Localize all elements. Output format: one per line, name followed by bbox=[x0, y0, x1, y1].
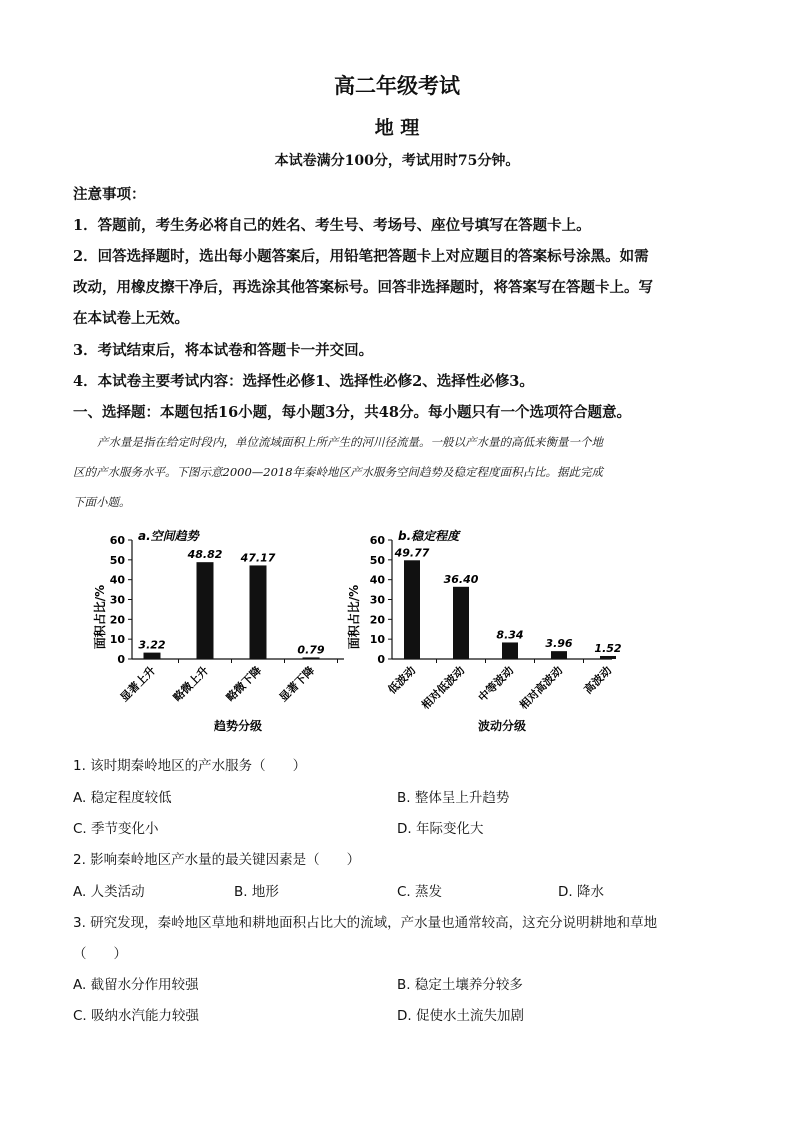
option-d[interactable]: D. 年际变化大 bbox=[397, 821, 484, 837]
notice-item: 3．考试结束后，将本试卷和答题卡一并交回。 bbox=[73, 342, 374, 359]
data-label: 49.77 bbox=[394, 546, 430, 560]
y-tick-label: 40 bbox=[109, 573, 125, 587]
data-label: 47.17 bbox=[240, 551, 276, 565]
category-label: 相对高波动 bbox=[517, 663, 566, 713]
chart-stability bbox=[340, 520, 630, 742]
data-label: 3.96 bbox=[545, 637, 573, 651]
category-label: 略微下降 bbox=[223, 663, 265, 705]
option-c[interactable]: C. 季节变化小 bbox=[73, 821, 159, 837]
bar bbox=[250, 565, 267, 659]
x-axis-label: 波动分级 bbox=[477, 719, 527, 733]
chart-spatial-trend bbox=[80, 520, 360, 742]
option-b[interactable]: B. 整体呈上升趋势 bbox=[397, 790, 510, 806]
y-tick-label: 10 bbox=[369, 633, 385, 647]
y-tick-label: 20 bbox=[109, 613, 125, 627]
notice-heading: 注意事项： bbox=[73, 186, 146, 203]
exam-info: 本试卷满分100分，考试用时75分钟。 bbox=[274, 153, 520, 169]
notice-item: 1．答题前，考生务必将自己的姓名、考生号、考场号、座位号填写在答题卡上。 bbox=[73, 217, 591, 234]
intro-text: 产水量是指在给定时段内，单位流域面积上所产生的河川径流量。一般以产水量的高低来衡量一个地 bbox=[97, 435, 603, 449]
bar bbox=[144, 653, 161, 659]
y-tick-label: 30 bbox=[369, 593, 385, 607]
question-stem-continued: （ ） bbox=[73, 946, 127, 962]
data-label: 1.52 bbox=[594, 641, 622, 655]
category-label: 中等波动 bbox=[475, 663, 517, 705]
notice-item: 改动，用橡皮擦干净后，再选涂其他答案标号。回答非选择题时，将答案写在答题卡上。写 bbox=[73, 279, 653, 296]
x-axis-label: 趋势分级 bbox=[213, 719, 263, 733]
option-d[interactable]: D. 降水 bbox=[558, 884, 604, 900]
option-b[interactable]: B. 稳定土壤养分较多 bbox=[397, 977, 523, 993]
category-label: 相对低波动 bbox=[419, 663, 468, 713]
y-tick-label: 20 bbox=[369, 613, 385, 627]
category-label: 高波动 bbox=[581, 663, 615, 697]
bar bbox=[453, 587, 469, 659]
y-tick-label: 0 bbox=[117, 653, 125, 666]
question-stem: 1. 该时期秦岭地区的产水服务（ ） bbox=[73, 758, 307, 774]
category-label: 略微上升 bbox=[170, 663, 212, 705]
option-a[interactable]: A. 截留水分作用较强 bbox=[73, 977, 199, 993]
bar bbox=[600, 656, 616, 659]
y-tick-label: 10 bbox=[109, 633, 125, 647]
notice-item: 在本试卷上无效。 bbox=[73, 310, 189, 327]
category-label: 显著上升 bbox=[117, 663, 159, 705]
y-axis-label: 面积占比/% bbox=[347, 584, 361, 650]
bar bbox=[502, 642, 518, 659]
option-a[interactable]: A. 稳定程度较低 bbox=[73, 790, 172, 806]
intro-text: 区的产水服务水平。下图示意2000—2018年秦岭地区产水服务空间趋势及稳定程度面积占比。据此完成 bbox=[73, 465, 604, 479]
option-c[interactable]: C. 蒸发 bbox=[397, 884, 443, 900]
y-tick-label: 50 bbox=[109, 553, 125, 567]
exam-title: 高二年级考试 bbox=[334, 73, 460, 98]
y-tick-label: 40 bbox=[369, 573, 385, 587]
question-stem: 2. 影响秦岭地区产水量的最关键因素是（ ） bbox=[73, 852, 361, 868]
notice-item: 4．本试卷主要考试内容：选择性必修1、选择性必修2、选择性必修3。 bbox=[73, 373, 534, 390]
y-tick-label: 60 bbox=[369, 534, 385, 547]
category-label: 低波动 bbox=[385, 663, 419, 697]
category-label: 显著下降 bbox=[276, 663, 318, 705]
chart-title: a.空间趋势 bbox=[138, 529, 199, 543]
notice-item: 2．回答选择题时，选出每小题答案后，用铅笔把答题卡上对应题目的答案标号涂黑。如需 bbox=[73, 248, 649, 265]
y-tick-label: 30 bbox=[109, 593, 125, 607]
option-b[interactable]: B. 地形 bbox=[234, 884, 279, 900]
intro-text: 下面小题。 bbox=[73, 495, 131, 509]
data-label: 36.40 bbox=[443, 572, 479, 586]
y-tick-label: 60 bbox=[109, 534, 125, 547]
bar bbox=[197, 562, 214, 659]
question-stem: 3. 研究发现，秦岭地区草地和耕地面积占比大的流域，产水量也通常较高，这充分说明耕地和草地 bbox=[73, 915, 658, 931]
option-c[interactable]: C. 吸纳水汽能力较强 bbox=[73, 1008, 200, 1024]
option-d[interactable]: D. 促使水土流失加剧 bbox=[397, 1008, 524, 1024]
subject-title: 地 理 bbox=[374, 117, 420, 139]
chart-title: b.稳定程度 bbox=[398, 529, 460, 543]
data-label: 0.79 bbox=[297, 643, 325, 657]
y-axis-label: 面积占比/% bbox=[93, 584, 107, 650]
option-a[interactable]: A. 人类活动 bbox=[73, 884, 145, 900]
data-label: 48.82 bbox=[187, 548, 223, 562]
bar bbox=[404, 560, 420, 659]
section-heading: 一、选择题：本题包括16小题，每小题3分，共48分。每小题只有一个选项符合题意。 bbox=[73, 404, 631, 421]
data-label: 3.22 bbox=[138, 638, 166, 652]
y-tick-label: 0 bbox=[377, 653, 385, 666]
y-tick-label: 50 bbox=[369, 553, 385, 567]
data-label: 8.34 bbox=[496, 628, 524, 642]
bar bbox=[551, 651, 567, 659]
bar bbox=[303, 657, 320, 659]
